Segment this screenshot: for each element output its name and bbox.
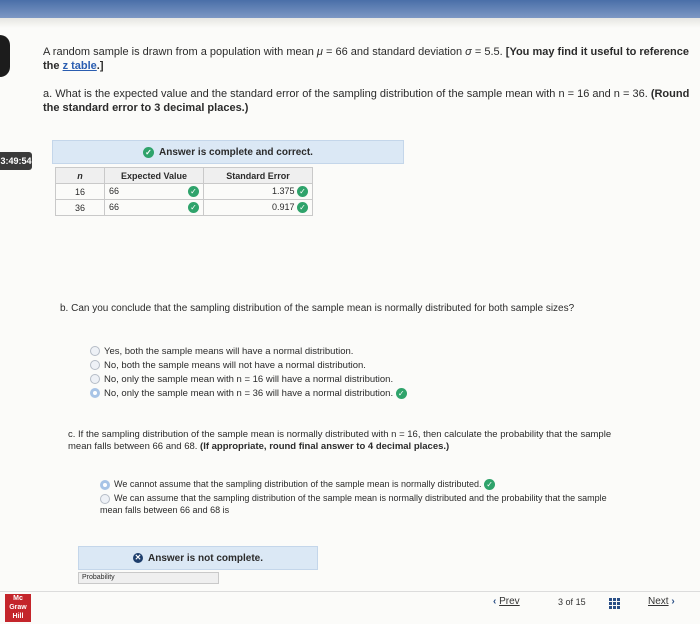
part-a-prompt [43, 87, 693, 115]
top-shadow [0, 18, 700, 28]
z-table-link[interactable]: z table [62, 60, 97, 72]
table-header-row [56, 168, 313, 184]
check-icon: ✓ [297, 186, 308, 197]
probability-header: Probability [78, 572, 219, 584]
radio-button[interactable] [90, 346, 100, 356]
check-icon: ✓ [188, 202, 199, 213]
mcgraw-hill-logo: Mc Graw Hill [5, 594, 31, 622]
reference-prefix: the [43, 60, 63, 72]
radio-option-selected[interactable] [100, 478, 695, 490]
table-row [56, 200, 313, 216]
equals-sign-2: = [471, 46, 485, 58]
cell-expected[interactable]: 66 ✓ [105, 184, 204, 200]
chevron-right-icon: › [671, 596, 675, 607]
part-a-instruction: (Round the standard error to 3 decimal places.) [43, 88, 690, 114]
part-b-prompt: b. Can you conclude that the sampling distribution of the sample mean is normally distributed for both sample sizes? [60, 303, 575, 314]
browser-top-bar [0, 0, 700, 18]
cell-se[interactable]: 0.917 ✓ [204, 200, 313, 216]
next-label: Next [648, 596, 669, 607]
option-label-cont: mean falls between 66 and 68 is [100, 505, 230, 516]
radio-option[interactable] [90, 359, 407, 373]
radio-button-selected[interactable] [100, 480, 110, 490]
reference-suffix: .] [96, 60, 104, 72]
radio-option[interactable] [90, 373, 407, 387]
part-c-prompt [68, 429, 693, 453]
question-reference-line [43, 59, 104, 73]
radio-option[interactable] [90, 345, 407, 359]
check-icon: ✓ [396, 388, 407, 399]
option-label: No, only the sample mean with n = 36 will have a normal distribution. [104, 388, 394, 399]
option-label: We can assume that the sampling distribution of the sample mean is normally distributed and the probability that the sample [114, 493, 607, 504]
sd-value: 5.5. [484, 46, 503, 58]
x-circle-icon: ✕ [134, 553, 142, 562]
check-icon: ✓ [188, 186, 199, 197]
cell-se[interactable]: 1.375 ✓ [204, 184, 313, 200]
prev-label: Prev [499, 596, 520, 607]
part-c-question: c. If the sampling distribution of the sample mean is normally distributed with n = 16, then calculate the probability that the sample [68, 429, 612, 440]
chevron-left-icon: ‹ [493, 596, 497, 607]
part-c-instruction: (If appropriate, round final answer to 4 decimal places.) [197, 441, 450, 452]
radio-option-selected[interactable] [90, 387, 407, 401]
part-c-status-banner [78, 546, 318, 570]
part-a-status-banner [52, 140, 404, 164]
radio-button-selected[interactable] [90, 388, 100, 398]
radio-option[interactable] [100, 492, 695, 504]
status-text: Answer is complete and correct. [159, 146, 313, 158]
equals-sign: = [322, 46, 336, 58]
part-c-options [100, 478, 695, 516]
footer-divider [0, 591, 700, 592]
radio-button[interactable] [90, 374, 100, 384]
part-c-question-2: mean falls between 66 and 68. [68, 441, 198, 452]
check-icon: ✓ [484, 479, 495, 490]
cell-expected[interactable]: 66 ✓ [105, 200, 204, 216]
col-header-se: Standard Error [204, 168, 313, 184]
option-label: We cannot assume that the sampling distribution of the sample mean is normally distributed. [114, 479, 482, 489]
reference-text: [You may find it useful to reference [502, 46, 689, 58]
page-indicator: 3 of 15 [558, 597, 586, 607]
part-a-question: a. What is the expected value and the standard error of the sampling distribution of the sample mean with n = 16 and n = 36. [43, 88, 648, 100]
left-edge-shape [0, 35, 10, 77]
table-row [56, 184, 313, 200]
part-b-options [90, 345, 407, 401]
next-button[interactable] [648, 596, 675, 607]
sigma-symbol: σ [465, 46, 472, 58]
intro-text-2: and standard deviation [347, 46, 466, 58]
intro-text: A random sample is drawn from a population with mean [43, 46, 317, 58]
col-header-expected: Expected Value [105, 168, 204, 184]
check-icon: ✓ [297, 202, 308, 213]
prev-button[interactable] [493, 596, 520, 607]
radio-button[interactable] [90, 360, 100, 370]
cell-n: 16 [56, 184, 105, 200]
status-text: Answer is not complete. [147, 552, 264, 564]
option-label: Yes, both the sample means will have a normal distribution. [104, 346, 354, 357]
cell-n: 36 [56, 200, 105, 216]
grid-icon[interactable] [609, 598, 620, 609]
radio-button[interactable] [100, 494, 110, 504]
option-label: No, only the sample mean with n = 16 will have a normal distribution. [104, 374, 394, 385]
check-icon: ✓ [143, 147, 154, 158]
col-header-n: n [56, 168, 105, 184]
mu-symbol: μ [316, 46, 323, 58]
timer-badge: 3:49:54 [0, 152, 32, 170]
question-intro [43, 45, 700, 59]
option-label: No, both the sample means will not have a normal distribution. [104, 360, 366, 371]
results-table [55, 167, 313, 216]
mean-value: 66 [335, 46, 348, 58]
